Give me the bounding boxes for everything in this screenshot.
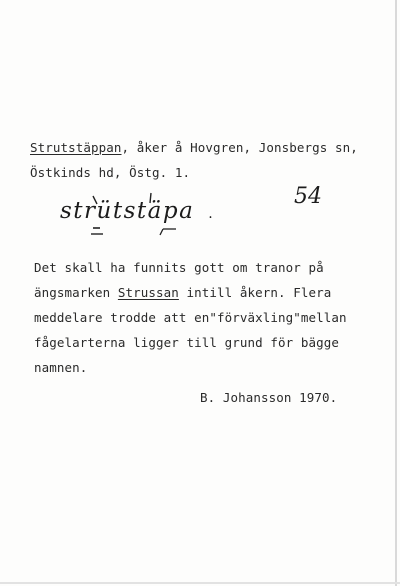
body-line-3: meddelare trodde att en"förväxling"mellan <box>34 310 347 325</box>
place-name: Strutstäppan <box>30 140 122 155</box>
handwritten-phonetic-form <box>60 198 214 224</box>
handwritten-word: strütstäpa <box>60 198 195 224</box>
card-edge-right <box>395 0 397 586</box>
card-edge-bottom <box>0 582 400 584</box>
underline-mark-4 <box>160 229 163 235</box>
header-line-1 <box>30 140 358 156</box>
handwritten-number: 54 <box>294 184 322 209</box>
header-location: , åker å Hovgren, Jonsbergs sn, <box>121 140 358 155</box>
body-line-2-prefix: ängsmarken <box>34 285 118 300</box>
handwritten-dot: . <box>208 206 215 222</box>
body-line-5: namnen. <box>34 360 88 375</box>
body-line-1: Det skall ha funnits gott om tranor på <box>34 260 324 275</box>
body-line-2-suffix: intill åkern. Flera <box>178 285 332 300</box>
body-place-name: Strussan <box>117 285 179 300</box>
signature: B. Johansson 1970. <box>200 390 338 405</box>
body-line-4: fågelarterna ligger till grund för bägge <box>34 335 340 350</box>
header-line-2: Östkinds hd, Östg. 1. <box>30 165 191 180</box>
body-line-2 <box>34 285 331 301</box>
